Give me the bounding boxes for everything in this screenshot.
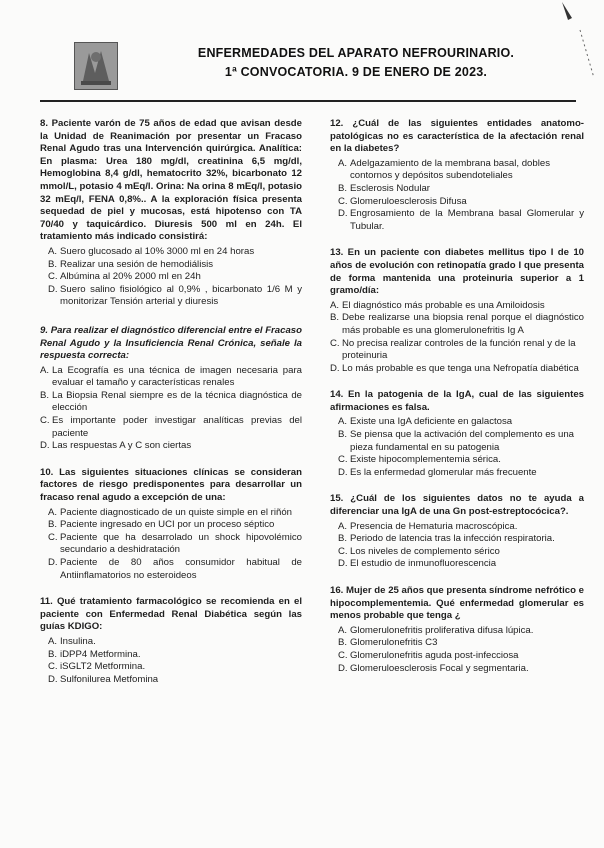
- option-letter: B.: [338, 637, 348, 649]
- option-text: Suero salino fisiológico al 0,9% , bicarbonato 1/6 M y monitorizar Tensión arterial y diuresis: [60, 283, 302, 308]
- option-a: [40, 507, 302, 520]
- option-text: Albúmina al 20% 2000 ml en 24h: [60, 271, 201, 283]
- option-c: [330, 196, 584, 209]
- option-text: Sulfonilurea Metfomina: [60, 673, 159, 685]
- question-text: 12. ¿Cuál de las siguientes entidades anatomo-patológicas no es característica de la afectación renal en la diabetes?: [330, 118, 584, 155]
- options-list: [40, 246, 302, 309]
- option-text: iSGLT2 Metformina.: [60, 661, 146, 673]
- option-letter: C.: [338, 545, 348, 557]
- option-a: [330, 158, 584, 183]
- option-text: Debe realizarse una biopsia renal porque el diagnóstico más probable es una glomerulonefritis Ig A: [342, 312, 584, 336]
- option-d: [40, 440, 302, 453]
- option-text: Es la enfermedad glomerular más frecuente: [350, 466, 537, 478]
- option-letter: C.: [48, 661, 58, 673]
- exam-title: [136, 44, 576, 82]
- question-text: 14. En la patogenia de la IgA, cual de las siguientes afirmaciones es falsa.: [330, 389, 584, 413]
- question-8: [40, 118, 302, 309]
- option-letter: D.: [338, 558, 348, 570]
- option-text: iDPP4 Metformina.: [60, 648, 141, 660]
- option-b: [40, 390, 302, 415]
- option-text: Paciente diagnosticado de un quiste simple en el riñón: [60, 506, 293, 518]
- option-d: [330, 663, 584, 676]
- option-text: La Ecografía es una técnica de imagen necesaria para evaluar el tamaño y características renales: [52, 364, 302, 389]
- option-letter: B.: [330, 312, 340, 324]
- option-letter: C.: [338, 195, 348, 207]
- option-letter: B.: [40, 389, 50, 401]
- option-letter: A.: [338, 157, 348, 169]
- question-12: [330, 118, 584, 233]
- option-text: Suero glucosado al 10% 3000 ml en 24 horas: [60, 245, 255, 257]
- option-text: Existe una IgA deficiente en galactosa: [350, 416, 513, 428]
- options-list: [40, 365, 302, 453]
- option-text: Las respuestas A y C son ciertas: [52, 440, 192, 452]
- question-text: 16. Mujer de 25 años que presenta síndrome nefrótico e hipocomplementemia. Qué enfermedad glomerular es menos probable que tenga ¿: [330, 585, 584, 622]
- question-text: 15. ¿Cuál de los siguientes datos no te ayuda a diferenciar una IgA de una Gn post-estreptocócica?.: [330, 493, 584, 518]
- option-letter: A.: [338, 520, 348, 532]
- option-a: [40, 246, 302, 259]
- options-list: [330, 300, 584, 376]
- option-text: Periodo de latencia tras la infección respiratoria.: [350, 533, 555, 545]
- option-letter: A.: [48, 506, 58, 518]
- option-text: Se piensa que la activación del complemento es una pieza fundamental en su patogenia: [350, 429, 574, 453]
- option-a: [40, 365, 302, 390]
- title-line-1: ENFERMEDADES DEL APARATO NEFROURINARIO.: [197, 46, 515, 60]
- right-column: [330, 118, 584, 689]
- option-c: [40, 271, 302, 284]
- option-b: [330, 637, 584, 650]
- option-text: Paciente que ha desarrolado un shock hipovolémico secundario a deshidratación: [60, 531, 302, 556]
- option-letter: C.: [330, 337, 340, 349]
- options-list: [40, 507, 302, 583]
- option-text: Presencia de Hematuria macroscópica.: [350, 520, 518, 532]
- options-list: [330, 416, 584, 479]
- question-text: 11. Qué tratamiento farmacológico se recomienda en el paciente con Enfermedad Renal Diabética según las guías KDIGO:: [40, 596, 302, 633]
- option-b: [40, 649, 302, 662]
- option-a: [330, 521, 584, 534]
- option-a: [40, 636, 302, 649]
- option-d: [330, 558, 584, 571]
- option-letter: B.: [48, 519, 58, 531]
- option-text: Paciente de 80 años consumidor habitual de Antiinflamatorios no esteroideos: [60, 557, 302, 581]
- option-letter: A.: [338, 416, 348, 428]
- option-d: [330, 208, 584, 233]
- option-text: Existe hipocomplementemia sérica.: [350, 454, 501, 466]
- option-letter: B.: [48, 258, 58, 270]
- option-letter: B.: [48, 648, 58, 660]
- question-text: 9. Para realizar el diagnóstico diferencial entre el Fracaso Renal Agudo y la Insuficiencia Renal Crónica, señale la respuesta correcta:: [40, 324, 302, 362]
- option-letter: C.: [338, 649, 348, 661]
- option-c: [330, 546, 584, 559]
- option-d: [330, 363, 584, 376]
- option-text: Insulina.: [60, 635, 96, 647]
- option-text: El diagnóstico más probable es una Amiloidosis: [342, 299, 545, 311]
- option-text: Glomeruloesclerosis Focal y segmentaria.: [350, 662, 529, 674]
- question-9: [40, 325, 302, 453]
- option-letter: A.: [40, 364, 50, 376]
- option-text: Paciente ingresado en UCI por un proceso séptico: [60, 519, 275, 531]
- staple-mark: [558, 0, 598, 90]
- option-text: Glomerulonefritis proliferativa difusa lúpica.: [350, 624, 534, 636]
- option-letter: D.: [338, 662, 348, 674]
- option-b: [330, 429, 584, 454]
- option-d: [330, 467, 584, 480]
- option-c: [330, 454, 584, 467]
- option-text: Lo más probable es que tenga una Nefropatía diabética: [342, 362, 579, 374]
- option-a: [330, 416, 584, 429]
- option-c: [40, 532, 302, 557]
- option-text: Engrosamiento de la Membrana basal Glomerular y Tubular.: [350, 208, 584, 232]
- option-letter: D.: [48, 673, 58, 685]
- option-c: [40, 661, 302, 674]
- option-b: [40, 519, 302, 532]
- option-text: Adelgazamiento de la membrana basal, dobles contornos y depósitos subendoteliales: [350, 157, 550, 182]
- options-list: [330, 521, 584, 571]
- university-logo: [74, 42, 118, 90]
- question-14: [330, 389, 584, 479]
- options-list: [330, 625, 584, 675]
- option-letter: C.: [40, 415, 50, 427]
- option-letter: A.: [338, 624, 348, 636]
- option-c: [330, 338, 584, 363]
- left-column: [40, 118, 302, 700]
- options-list: [40, 636, 302, 686]
- question-text: 8. Paciente varón de 75 años de edad que avisan desde la Unidad de Reanimación por presentar un Fracaso Renal Agudo tras una Intervención quirúrgica. Analítica: En plasma: Urea 180 mg/dl, creatinina 6,5 mg/dl, Hemoglobina 8,4 g/dl, hematocrito 32%, bicarbonato 12 mmol/L, potasio 4 mEq/l. Orina: Na orina 8 mEq/l, potasio 32 mEq/l, FENA 0,8%.. A la exploración física presenta sequedad de piel y mucosas, está hipotenso con TA 70/40 y taquicárdico. Diuresis 500 ml en 24h. El tratamiento más indicado consistirá:: [40, 118, 302, 243]
- option-letter: B.: [338, 533, 348, 545]
- option-text: Los niveles de complemento sérico: [350, 545, 500, 557]
- option-letter: C.: [48, 531, 58, 543]
- question-text: 13. En un paciente con diabetes mellitus tipo I de 10 años de evolución con retinopatía grado I que presenta de forma mantenida una proteinuria superior a 1 gramo/día:: [330, 247, 584, 297]
- option-text: Realizar una sesión de hemodiálisis: [60, 258, 214, 270]
- option-letter: D.: [330, 362, 340, 374]
- header-divider: [40, 100, 576, 102]
- option-letter: B.: [338, 429, 348, 441]
- option-text: No precisa realizar controles de la función renal y de la proteinuria: [342, 337, 576, 362]
- option-d: [40, 674, 302, 687]
- option-b: [330, 312, 584, 337]
- option-letter: D.: [48, 283, 58, 295]
- option-letter: D.: [40, 440, 50, 452]
- option-text: El estudio de inmunofluorescencia: [350, 558, 497, 570]
- option-b: [330, 183, 584, 196]
- option-d: [40, 284, 302, 309]
- title-line-2: 1ª CONVOCATORIA. 9 DE ENERO DE 2023.: [224, 65, 488, 79]
- option-letter: C.: [338, 454, 348, 466]
- option-text: Esclerosis Nodular: [350, 182, 430, 194]
- option-letter: D.: [338, 466, 348, 478]
- option-text: Glomeruloesclerosis Difusa: [350, 195, 467, 207]
- option-b: [40, 259, 302, 272]
- option-b: [330, 533, 584, 546]
- option-d: [40, 557, 302, 582]
- option-letter: D.: [338, 208, 348, 220]
- question-11: [40, 596, 302, 686]
- option-letter: A.: [330, 299, 340, 311]
- option-a: [330, 300, 584, 313]
- option-c: [330, 650, 584, 663]
- option-letter: C.: [48, 271, 58, 283]
- option-text: Es importante poder investigar analíticas previas del paciente: [52, 415, 302, 439]
- option-a: [330, 625, 584, 638]
- option-letter: D.: [48, 557, 58, 568]
- option-text: Glomerulonefritis C3: [350, 637, 438, 649]
- question-text: 10. Las siguientes situaciones clínicas se consideran factores de riesgo predisponentes para desarrollar un fracaso renal agudo a excepción de una:: [40, 466, 302, 504]
- question-10: [40, 467, 302, 582]
- option-c: [40, 415, 302, 440]
- option-letter: A.: [48, 245, 58, 257]
- option-letter: A.: [48, 635, 58, 647]
- question-13: [330, 247, 584, 375]
- option-text: Glomerulonefritis aguda post-infecciosa: [350, 649, 519, 661]
- question-16: [330, 585, 584, 675]
- options-list: [330, 158, 584, 234]
- question-15: [330, 493, 584, 571]
- option-letter: B.: [338, 182, 348, 194]
- option-text: La Biopsia Renal siempre es de la técnica diagnóstica de elección: [52, 389, 302, 414]
